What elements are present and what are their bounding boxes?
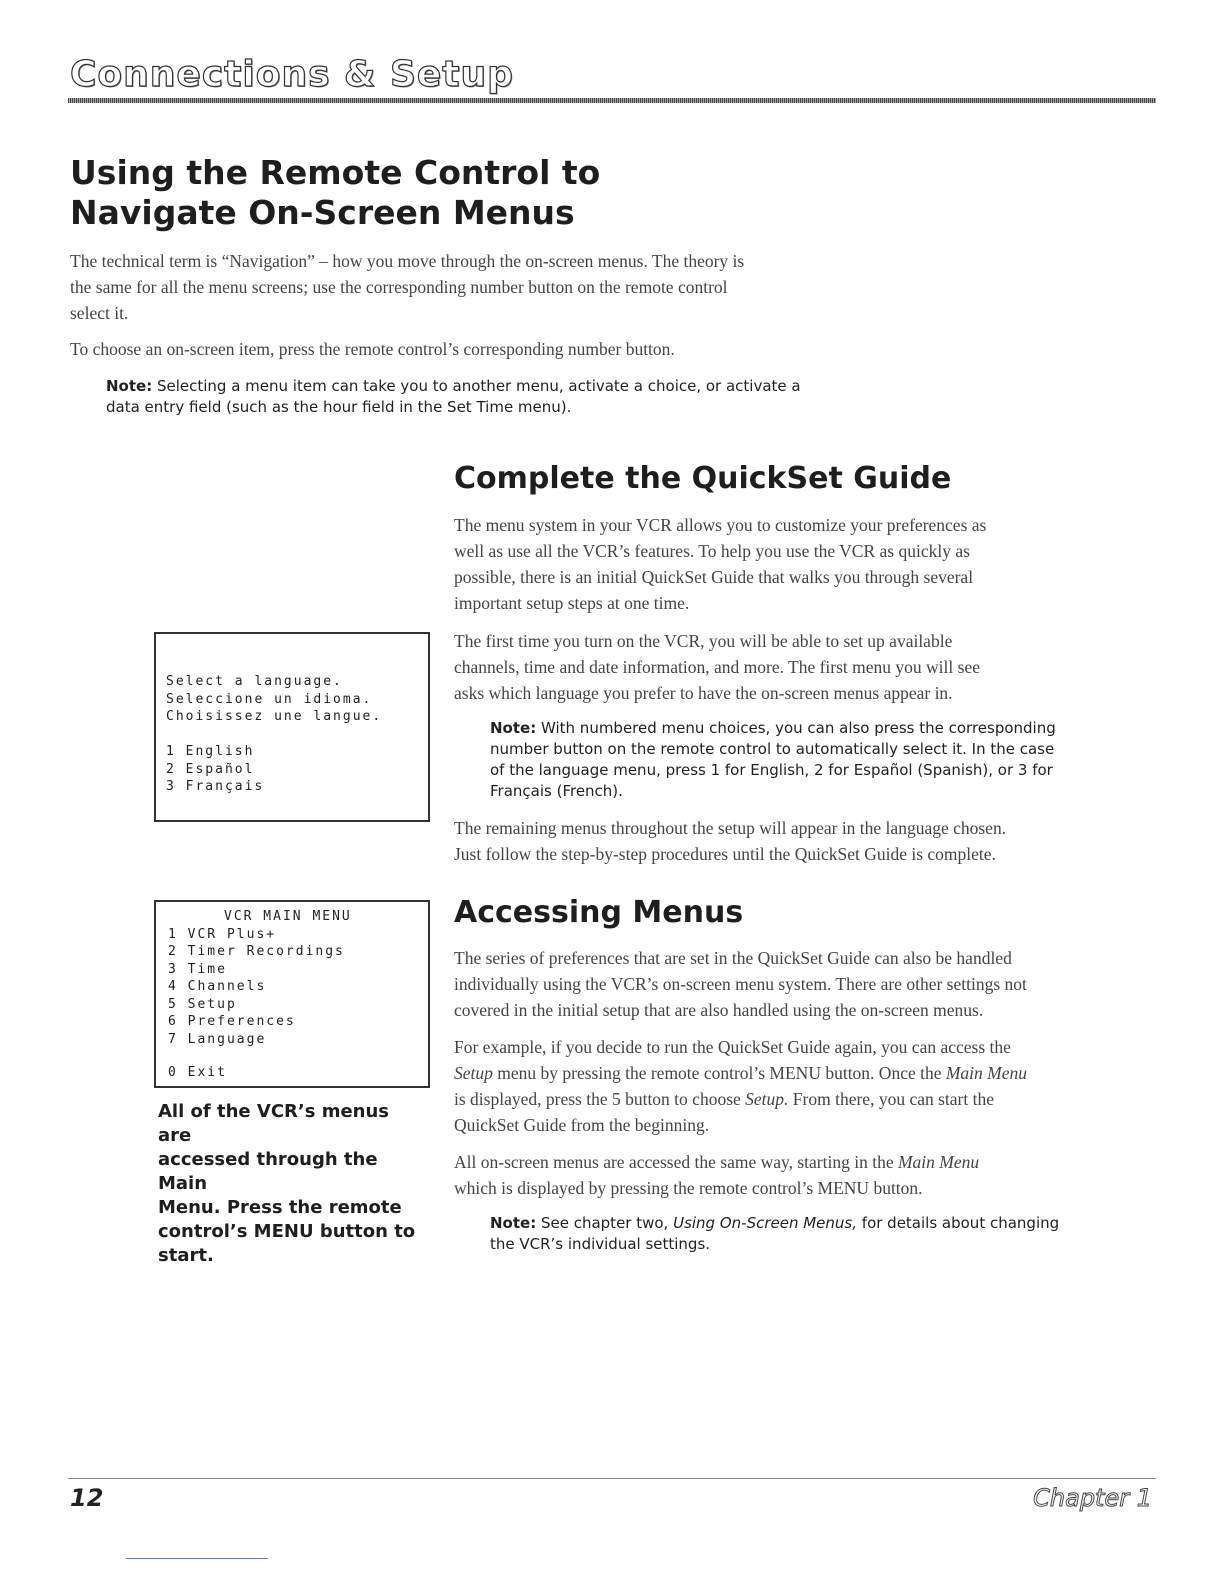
main-menu-screen bbox=[154, 900, 430, 1088]
quickset-line: The menu system in your VCR allows you to customize your preferences as bbox=[454, 515, 987, 535]
emphasis-main-menu: Main Menu bbox=[945, 1063, 1028, 1083]
menu-item-preferences: 6 Preferences bbox=[168, 1014, 296, 1029]
choose-paragraph: To choose an on-screen item, press the remote control’s corresponding number button. bbox=[70, 339, 675, 359]
note-navigation bbox=[106, 376, 986, 418]
section-title bbox=[70, 153, 600, 233]
header-title: Connections & Setup bbox=[70, 54, 514, 95]
emphasis-chapter-title: Using On-Screen Menus, bbox=[673, 1214, 858, 1232]
screen-line: 3 Français bbox=[166, 779, 265, 794]
accessing-line: The series of preferences that are set in the QuickSet Guide can also be handled bbox=[454, 948, 1012, 968]
accessing-line: covered in the initial setup that are also handled using the on-screen menus. bbox=[454, 1000, 984, 1020]
note-text: With numbered menu choices, you can also press the corresponding bbox=[540, 719, 1056, 737]
accessing-paragraph-3 bbox=[454, 1149, 1154, 1201]
accessing-line: Setup menu by pressing the remote control’s MENU button. Once the Main Menu bbox=[454, 1063, 1028, 1083]
menu-item-time: 3 Time bbox=[168, 961, 227, 977]
note-text: number button on the remote control to automatically select it. In the case bbox=[490, 740, 1055, 758]
menu-item-language: 7 Language bbox=[168, 1031, 267, 1047]
note-text: the VCR’s individual settings. bbox=[490, 1235, 711, 1253]
intro-line: select it. bbox=[70, 303, 129, 323]
accessing-line: For example, if you decide to run the QuickSet Guide again, you can access the bbox=[454, 1037, 1011, 1057]
quickset-line: Just follow the step-by-step procedures until the QuickSet Guide is complete. bbox=[454, 844, 996, 864]
menu-item-timer-recordings: 2 Timer Recordings bbox=[168, 944, 345, 959]
quickset-line: The remaining menus throughout the setup will appear in the language chosen. bbox=[454, 818, 1007, 838]
note-label: Note: bbox=[490, 719, 537, 737]
screen-title: VCR MAIN MENU bbox=[224, 909, 352, 924]
screen-line: 1 English bbox=[166, 744, 255, 759]
quickset-line: asks which language you prefer to have the on-screen menus appear in. bbox=[454, 683, 953, 703]
caption-line: accessed through the Main bbox=[158, 1149, 378, 1194]
page-number: 12 bbox=[70, 1484, 104, 1512]
screen-line bbox=[166, 727, 428, 745]
note-text: data entry field (such as the hour field in the Set Time menu). bbox=[106, 398, 572, 416]
accessing-paragraph-2 bbox=[454, 1034, 1154, 1138]
quickset-paragraph-2 bbox=[454, 628, 1154, 706]
intro-paragraph bbox=[70, 248, 970, 326]
note-text: Selecting a menu item can take you to another menu, activate a choice, or activate a bbox=[156, 377, 801, 395]
note-label: Note: bbox=[490, 1214, 537, 1232]
quickset-line: channels, time and date information, and more. The first menu you will see bbox=[454, 657, 980, 677]
section-title-line-2: Navigate On-Screen Menus bbox=[70, 193, 575, 232]
quickset-line: well as use all the VCR’s features. To help you use the VCR as quickly as bbox=[454, 541, 970, 561]
emphasis-setup: Setup. bbox=[745, 1089, 789, 1109]
language-menu-screen bbox=[154, 632, 430, 822]
header-rule bbox=[68, 98, 1156, 103]
menu-item-exit: 0 Exit bbox=[168, 1065, 227, 1080]
caption-line: start. bbox=[158, 1245, 214, 1266]
quickset-title: Complete the QuickSet Guide bbox=[454, 461, 952, 496]
section-title-line-1: Using the Remote Control to bbox=[70, 153, 601, 192]
bottom-mark bbox=[126, 1558, 268, 1559]
intro-line: the same for all the menu screens; use the corresponding number button on the remote control bbox=[70, 277, 728, 297]
caption-line: Menu. Press the remote bbox=[158, 1197, 402, 1218]
accessing-line: QuickSet Guide from the beginning. bbox=[454, 1115, 710, 1135]
main-menu-caption bbox=[158, 1100, 428, 1268]
quickset-line: possible, there is an initial QuickSet Guide that walks you through several bbox=[454, 567, 974, 587]
menu-item-setup: 5 Setup bbox=[168, 996, 237, 1012]
note-numbered-choices bbox=[490, 718, 1150, 802]
note-text: Français (French). bbox=[490, 782, 623, 800]
intro-line: The technical term is “Navigation” – how you move through the on-screen menus. The theory is bbox=[70, 251, 745, 271]
screen-line: Select a language. bbox=[166, 674, 343, 689]
note-label: Note: bbox=[106, 377, 153, 395]
accessing-line: which is displayed by pressing the remote control’s MENU button. bbox=[454, 1178, 923, 1198]
accessing-paragraph-1 bbox=[454, 945, 1154, 1023]
emphasis-main-menu: Main Menu bbox=[897, 1152, 980, 1172]
quickset-paragraph-1 bbox=[454, 512, 1154, 616]
emphasis-setup: Setup bbox=[454, 1063, 493, 1083]
accessing-line: is displayed, press the 5 button to choose Setup. From there, you can start the bbox=[454, 1089, 994, 1109]
menu-item-vcr-plus: 1 VCR Plus+ bbox=[168, 926, 277, 942]
accessing-menus-title: Accessing Menus bbox=[454, 895, 744, 930]
accessing-line: All on-screen menus are accessed the same way, starting in the Main Menu bbox=[454, 1152, 980, 1172]
accessing-line: individually using the VCR’s on-screen menu system. There are other settings not bbox=[454, 974, 1027, 994]
footer-rule bbox=[68, 1478, 1156, 1479]
quickset-line: important setup steps at one time. bbox=[454, 593, 690, 613]
screen-line: 2 Español bbox=[166, 761, 255, 777]
chapter-label: Chapter 1 bbox=[1033, 1484, 1152, 1512]
quickset-paragraph-3 bbox=[454, 815, 1154, 867]
menu-item-channels: 4 Channels bbox=[168, 979, 267, 994]
note-text: of the language menu, press 1 for English, 2 for Español (Spanish), or 3 for bbox=[490, 761, 1053, 779]
quickset-line: The first time you turn on the VCR, you will be able to set up available bbox=[454, 631, 953, 651]
screen-line: Choisissez une langue. bbox=[166, 709, 383, 724]
screen-line: Seleccione un idioma. bbox=[166, 691, 373, 707]
caption-line: All of the VCR’s menus are bbox=[158, 1101, 390, 1146]
note-chapter-two: Note: See chapter two, Using On-Screen Menus, for details about changing the VCR’s individual settings. bbox=[490, 1213, 1150, 1255]
caption-line: control’s MENU button to bbox=[158, 1221, 416, 1242]
